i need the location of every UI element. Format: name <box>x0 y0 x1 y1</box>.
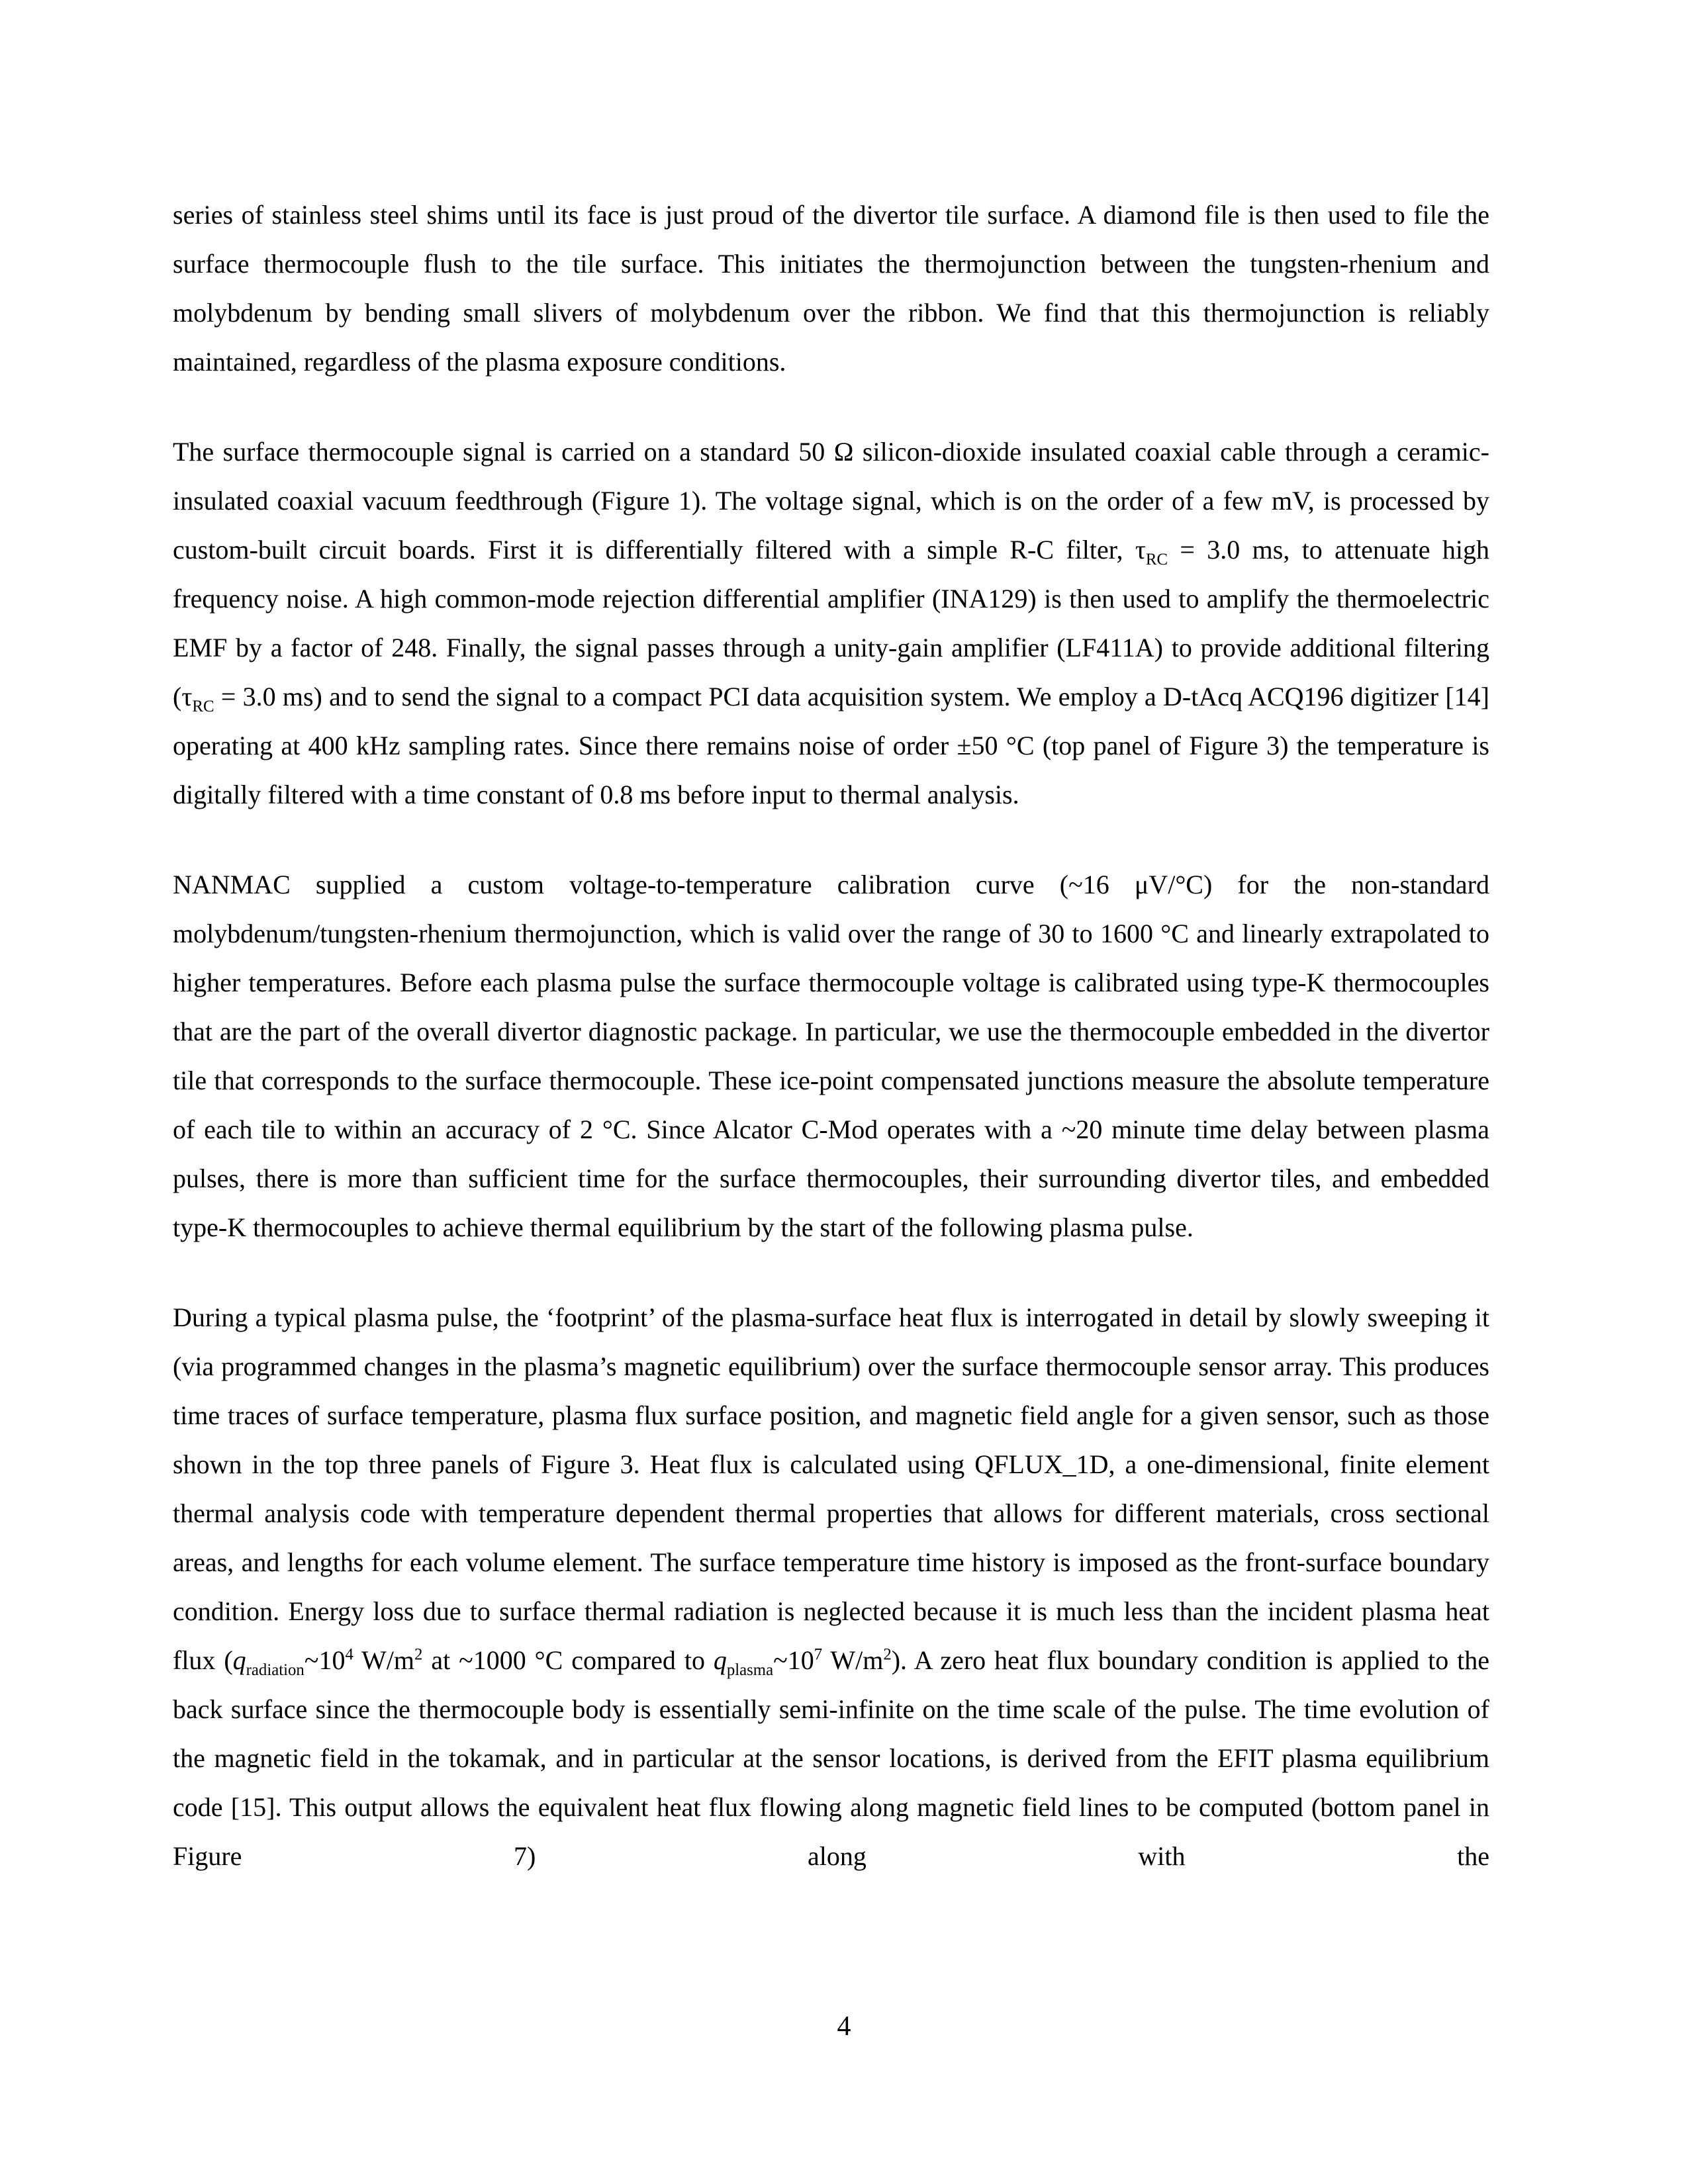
text-segment: During a typical plasma pulse, the ‘footprint’ of the plasma-surface heat flux is interrogated in detail by slowly sweeping it (via programmed changes in the plasma’s magnetic equilibrium) over the surface thermocouple sensor array. This produces time traces of surface temperature, plasma flux surface position, and magnetic field angle for a given sensor, such as those shown in the top three panels of Figure 3. Heat flux is calculated using QFLUX_1D, a one-dimensional, finite element thermal analysis code with temperature dependent thermal properties that allows for different materials, cross sectional areas, and lengths for each volume element. The surface temperature time history is imposed as the front-surface boundary condition. Energy loss due to surface thermal radiation is neglected because it is much less than the incident plasma heat flux ( <box>173 1302 1489 1675</box>
text-segment: at ~1000 °C compared to <box>422 1645 714 1675</box>
text-segment-sup: 7 <box>814 1645 823 1664</box>
paragraph-1 <box>173 191 1489 387</box>
text-segment: NANMAC supplied a custom voltage-to-temperature calibration curve (~16 μV/°C) for the non-standard molybdenum/tungsten-rhenium thermojunction, which is valid over the range of 30 to 1600 °C and linearly extrapolated to higher temperatures. Before each plasma pulse the surface thermocouple voltage is calibrated using type-K thermocouples that are the part of the overall divertor diagnostic package. In particular, we use the thermocouple embedded in the divertor tile that corresponds to the surface thermocouple. These ice-point compensated junctions measure the absolute temperature of each tile to within an accuracy of 2 °C. Since Alcator C-Mod operates with a ~20 minute time delay between plasma pulses, there is more than sufficient time for the surface thermocouples, their surrounding divertor tiles, and embedded type-K thermocouples to achieve thermal equilibrium by the start of the following plasma pulse. <box>173 870 1489 1242</box>
text-segment-sup: 4 <box>345 1645 353 1664</box>
text-segment-sub: RC <box>1145 551 1168 569</box>
text-segment: W/m <box>822 1645 884 1675</box>
text-segment-sup: 2 <box>883 1645 892 1664</box>
page-number: 4 <box>837 2011 851 2042</box>
paragraph-4 <box>173 1293 1489 1881</box>
text-segment-sub: radiation <box>246 1661 305 1679</box>
text-segment: The surface thermocouple signal is carried on a standard 50 Ω silicon-dioxide insulated coaxial cable through a ceramic-insulated coaxial vacuum feedthrough (Figure 1). The voltage signal, which is on the order of a few mV, is processed by custom-built circuit boards. First it is differentially filtered with a simple R-C filter, τ <box>173 437 1489 565</box>
text-segment: ). A zero heat flux boundary condition is applied to the back surface since the thermocouple body is essentially semi-infinite on the time scale of the pulse. The time evolution of the magnetic field in the tokamak, and in particular at the sensor locations, is derived from the EFIT plasma equilibrium code [15]. This output allows the equivalent heat flux flowing along magnetic field lines to be computed (bottom panel in Figure 7) along with the <box>173 1645 1490 1871</box>
text-segment-sup: 2 <box>414 1645 423 1664</box>
paragraph-3 <box>173 860 1489 1252</box>
text-segment: ~10 <box>304 1645 346 1675</box>
text-segment: series of stainless steel shims until its face is just proud of the divertor tile surface. A diamond file is then used to file the surface thermocouple flush to the tile surface. This initiates the thermojunction between the tungsten-rhenium and molybdenum by bending small slivers of molybdenum over the ribbon. We find that this thermojunction is reliably maintained, regardless of the plasma exposure conditions. <box>173 200 1489 377</box>
text-segment: ~10 <box>773 1645 814 1675</box>
text-segment-sub: plasma <box>726 1661 774 1679</box>
document-body <box>173 191 1489 1922</box>
text-segment-i: q <box>713 1645 727 1675</box>
text-segment: W/m <box>353 1645 415 1675</box>
text-segment-i: q <box>232 1645 246 1675</box>
paragraph-2 <box>173 428 1489 819</box>
text-segment: = 3.0 ms, to attenuate high frequency noise. A high common-mode rejection differential amplifier (INA129) is then used to amplify the thermoelectric EMF by a factor of 248. Finally, the signal passes through a unity-gain amplifier (LF411A) to provide additional filtering (τ <box>173 535 1489 711</box>
text-segment: = 3.0 ms) and to send the signal to a compact PCI data acquisition system. We employ a D-tAcq ACQ196 digitizer [14] operating at 400 kHz sampling rates. Since there remains noise of order ±50 °C (top panel of Figure 3) the temperature is digitally filtered with a time constant of 0.8 ms before input to thermal analysis. <box>173 682 1489 809</box>
text-segment-sub: RC <box>192 698 214 715</box>
